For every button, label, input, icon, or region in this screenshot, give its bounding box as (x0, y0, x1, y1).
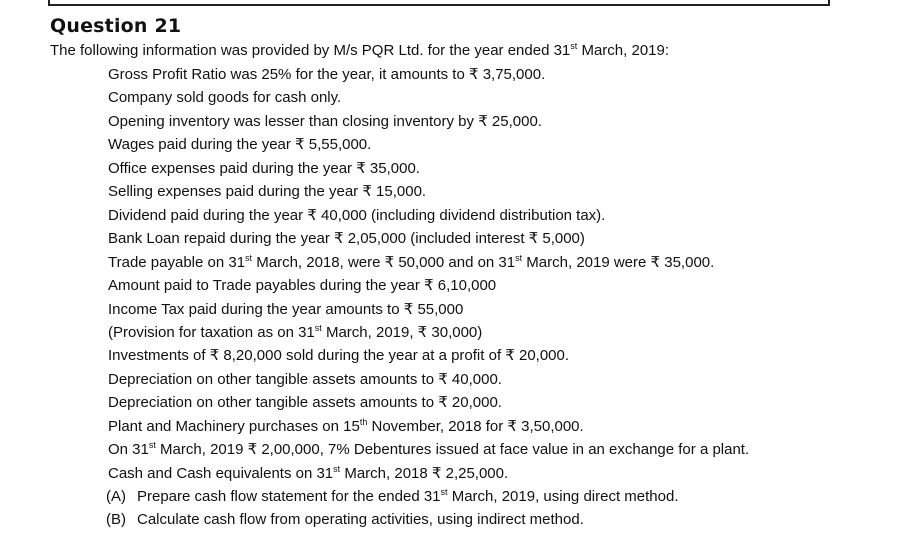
task-text (137, 487, 679, 507)
info-text (108, 135, 371, 155)
text-segment: Prepare cash flow statement for the ended 31 (137, 488, 441, 505)
text-segment: Selling expenses paid during the year ₹ 15,000. (108, 183, 427, 201)
superscript: th (359, 416, 368, 427)
info-text (108, 112, 542, 132)
text-segment: March, 2019 were ₹ 35,000. (522, 253, 715, 271)
info-text (108, 370, 502, 390)
info-text (108, 253, 714, 273)
intro-text: The following information was provided by M/s PQR Ltd. for the year ended 31 (50, 42, 571, 59)
info-text (108, 300, 463, 320)
info-text (108, 182, 426, 202)
text-segment: Income Tax paid during the year amounts to ₹ 55,000 (108, 300, 464, 318)
text-segment: Depreciation on other tangible assets amounts to ₹ 40,000. (108, 370, 502, 388)
info-text (108, 206, 605, 226)
task-number: (B) (106, 511, 126, 529)
info-text (108, 440, 749, 460)
text-segment: Wages paid during the year ₹ 5,55,000. (108, 136, 372, 154)
info-text (108, 65, 545, 85)
info-text (108, 88, 341, 108)
superscript: st (440, 487, 448, 497)
task-text (137, 510, 584, 530)
top-border-box (48, 0, 830, 6)
info-text (108, 346, 569, 366)
text-segment: Cash and Cash equivalents on 31 (108, 464, 334, 482)
text-segment: Bank Loan repaid during the year ₹ 2,05,000 (included interest ₹ 5,000) (108, 230, 585, 248)
text-segment: Gross Profit Ratio was 25% for the year, it amounts to ₹ 3,75,000. (108, 66, 546, 83)
question-title: Question 21 (50, 15, 182, 37)
intro-sup: st (570, 41, 578, 51)
text-segment: Depreciation on other tangible assets amounts to ₹ 20,000. (108, 394, 502, 412)
text-segment: Company sold goods for cash only. (108, 89, 342, 107)
text-segment: (Provision for taxation as on 31 (108, 323, 315, 341)
text-segment: March, 2018 ₹ 2,25,000. (340, 464, 509, 482)
superscript: st (314, 322, 322, 333)
text-segment: Dividend paid during the year ₹ 40,000 (including dividend distribution tax). (108, 206, 606, 224)
text-segment: November, 2018 for ₹ 3,50,000. (367, 417, 584, 435)
text-segment: March, 2019, ₹ 30,000) (321, 323, 483, 341)
intro-text-end: March, 2019: (577, 42, 670, 59)
text-segment: Investments of ₹ 8,20,000 sold during the year at a profit of ₹ 20,000. (108, 347, 570, 365)
superscript: st (245, 252, 253, 263)
text-segment: March, 2018, were ₹ 50,000 and on 31 (252, 253, 516, 271)
question-intro (50, 42, 669, 59)
superscript: st (515, 252, 523, 263)
text-segment: March, 2019, using direct method. (447, 488, 679, 505)
text-segment: Plant and Machinery purchases on 15 (108, 417, 360, 435)
info-text (108, 276, 496, 296)
text-segment: March, 2019 ₹ 2,00,000, 7% Debentures issued at face value in an exchange for a plant. (155, 441, 750, 459)
text-segment: Calculate cash flow from operating activities, using indirect method. (137, 511, 584, 529)
text-segment: On 31 (108, 441, 149, 459)
text-segment: Office expenses paid during the year ₹ 35,000. (108, 159, 420, 177)
info-text (108, 393, 502, 413)
info-text (108, 229, 585, 249)
text-segment: Amount paid to Trade payables during the year ₹ 6,10,000 (108, 277, 497, 295)
info-text (108, 417, 584, 437)
task-number: (A) (106, 488, 126, 505)
superscript: st (148, 440, 156, 451)
superscript: st (333, 463, 341, 474)
info-text (108, 464, 508, 484)
info-text (108, 323, 482, 343)
info-text (108, 159, 420, 179)
text-segment: Trade payable on 31 (108, 253, 246, 271)
text-segment: Opening inventory was lesser than closing inventory by ₹ 25,000. (108, 112, 542, 130)
